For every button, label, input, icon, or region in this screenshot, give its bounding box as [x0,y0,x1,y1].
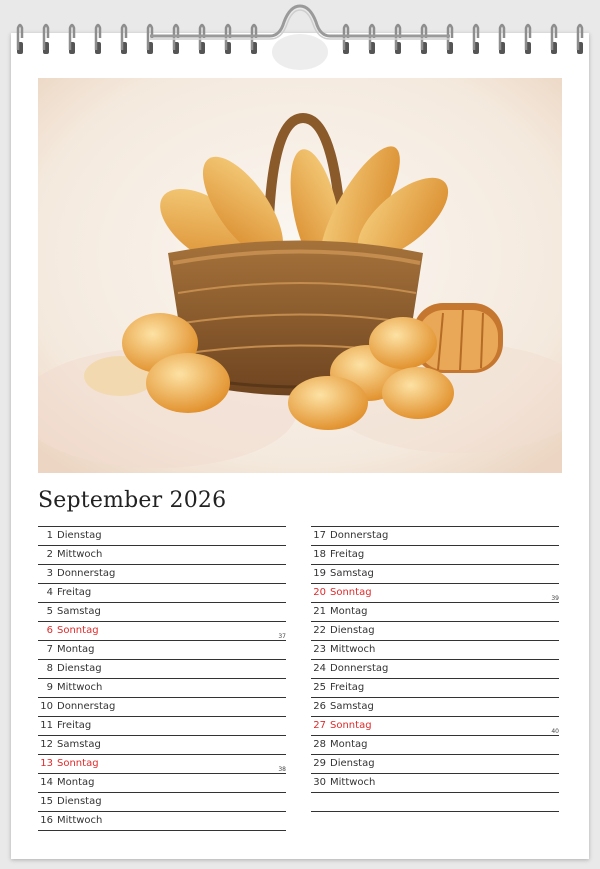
day-number: 2 [46,549,53,560]
day-row [311,621,559,640]
weekday-name: Donnerstag [330,530,389,541]
day-row [38,811,286,830]
weekday-name: Freitag [330,549,365,560]
day-row [311,754,559,773]
day-number: 10 [40,701,53,712]
week-number: 40 [551,728,559,735]
weekday-name: Freitag [57,587,92,598]
day-number: 13 [40,758,53,769]
weekday-name: Montag [57,777,95,788]
day-number: 27 [313,720,326,731]
days-column-right [311,526,559,812]
weekday-name: Sonntag [330,587,372,598]
weekday-name: Mittwoch [330,644,376,655]
weekday-name: Samstag [57,739,101,750]
day-number: 9 [46,682,53,693]
days-column-left [38,526,286,831]
weekday-name: Dienstag [330,625,375,636]
day-number: 12 [40,739,53,750]
weekday-name: Sonntag [57,625,99,636]
day-number: 30 [313,777,326,788]
day-row [311,659,559,678]
day-number: 14 [40,777,53,788]
day-number: 17 [313,530,326,541]
day-number: 6 [46,625,53,636]
weekday-name: Dienstag [57,796,102,807]
weekday-name: Dienstag [57,663,102,674]
day-row [38,621,286,640]
day-row [38,716,286,735]
day-row [38,602,286,621]
wire-binding [0,0,600,70]
week-number: 38 [278,766,286,773]
day-row [311,545,559,564]
day-number: 20 [313,587,326,598]
day-row [38,545,286,564]
weekday-name: Samstag [330,701,374,712]
day-number: 25 [313,682,326,693]
day-number: 24 [313,663,326,674]
weekday-name: Donnerstag [57,701,116,712]
calendar-photo [38,78,562,473]
weekday-name: Samstag [330,568,374,579]
bread-basket-illustration [38,78,562,473]
day-row [311,583,559,602]
weekday-name: Mittwoch [330,777,376,788]
row-divider [311,811,559,812]
day-row [38,766,286,792]
day-number: 23 [313,644,326,655]
day-number: 3 [46,568,53,579]
day-number: 1 [46,530,53,541]
hanger-hole [272,34,328,70]
weekday-name: Donnerstag [330,663,389,674]
week-number: 37 [278,633,286,640]
day-number: 11 [40,720,53,731]
day-number: 8 [46,663,53,674]
day-row [38,678,286,697]
weekday-name: Freitag [57,720,92,731]
day-number: 28 [313,739,326,750]
day-number: 4 [46,587,53,598]
day-row [311,678,559,697]
month-title: September 2026 [38,488,227,513]
day-number: 7 [46,644,53,655]
day-row [38,735,286,754]
weekday-name: Sonntag [57,758,99,769]
weekday-name: Mittwoch [57,549,103,560]
day-number: 19 [313,568,326,579]
weekday-name: Montag [330,606,368,617]
day-number: 18 [313,549,326,560]
weekday-name: Donnerstag [57,568,116,579]
day-row [38,697,286,716]
day-row [38,659,286,678]
row-divider [38,830,286,831]
day-row [311,773,559,792]
weekday-name: Mittwoch [57,682,103,693]
weekday-name: Dienstag [57,530,102,541]
day-number: 16 [40,815,53,826]
day-number: 5 [46,606,53,617]
day-number: 21 [313,606,326,617]
day-row [311,697,559,716]
day-row [38,633,286,659]
weekday-name: Montag [330,739,368,750]
weekday-name: Mittwoch [57,815,103,826]
day-row [38,526,286,545]
day-row [38,583,286,602]
day-number: 22 [313,625,326,636]
day-row [38,564,286,583]
day-row [311,526,559,545]
day-number: 15 [40,796,53,807]
weekday-name: Sonntag [330,720,372,731]
day-number: 29 [313,758,326,769]
day-row [38,754,286,773]
weekday-name: Dienstag [330,758,375,769]
day-row [311,595,559,621]
day-row [311,728,559,754]
weekday-name: Freitag [330,682,365,693]
empty-day-row [311,792,559,811]
day-number: 26 [313,701,326,712]
weekday-name: Montag [57,644,95,655]
week-number: 39 [551,595,559,602]
weekday-name: Samstag [57,606,101,617]
day-row [311,716,559,735]
day-row [38,792,286,811]
day-row [311,564,559,583]
day-row [311,640,559,659]
